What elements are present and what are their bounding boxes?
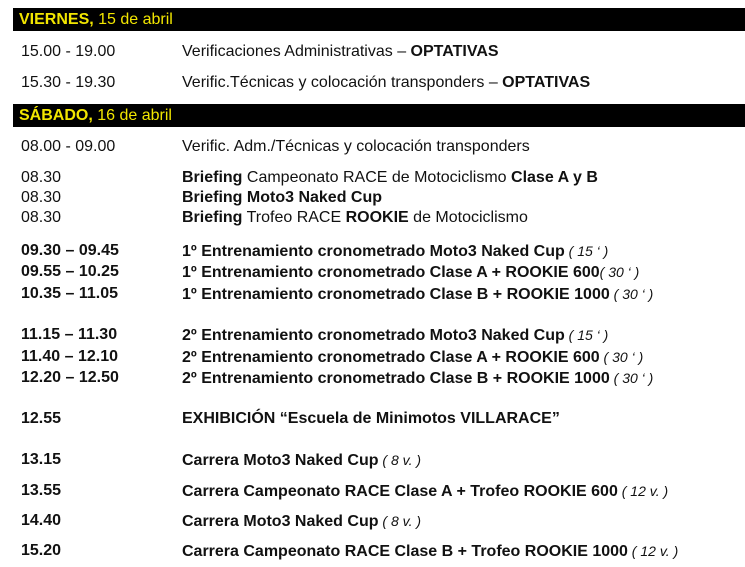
row-text: de Motociclismo [408,209,528,226]
row-bold: OPTATIVAS [410,43,499,60]
row-time: 10.35 – 11.05 [21,285,118,302]
row-time: 08.30 [21,169,62,186]
row-time: 13.15 [21,451,62,468]
row-duration: ( 15 ‘ ) [564,243,609,259]
row-desc [182,240,608,263]
row-desc: Briefing Moto3 Naked Cup [182,189,383,206]
row-desc [182,510,421,533]
row-duration: ( 30 ‘ ) [609,370,654,386]
row-time: 12.20 – 12.50 [21,369,119,386]
row-text: Campeonato RACE de Motociclismo [242,169,512,186]
row-bold: Briefing [182,209,243,226]
row-duration: ( 8 v. ) [378,452,422,468]
row-time: 08.30 [21,209,62,226]
friday-date: 15 de abril [98,11,173,28]
row-desc [182,72,590,94]
row-time: 15.30 - 19.30 [21,74,116,91]
row-text: Verific.Técnicas y colocación transponders – [182,74,503,91]
row-time: 08.30 [21,189,62,206]
row-desc [182,540,678,563]
row-time: 11.15 – 11.30 [21,326,118,343]
row-bold: OPTATIVAS [502,74,591,91]
row-desc: EXHIBICIÓN “Escuela de Minimotos VILLARACE” [182,410,560,427]
row-bold: 1º Entrenamiento cronometrado Clase A + ROOKIE 600 [182,264,600,281]
row-text: Trofeo RACE [242,209,346,226]
row-duration: ( 15 ‘ ) [564,327,609,343]
row-text: Verificaciones Administrativas – [182,43,411,60]
row-bold: Carrera Moto3 Naked Cup [182,513,379,530]
row-time: 09.30 – 09.45 [21,242,119,259]
row-bold: ROOKIE [345,209,409,226]
row-bold: Clase A y B [511,169,598,186]
row-desc [182,283,653,306]
row-bold: Carrera Campeonato RACE Clase A + Trofeo ROOKIE 600 [182,483,618,500]
row-duration: ( 12 v. ) [617,483,669,499]
row-desc [182,449,421,472]
row-desc [182,167,598,189]
row-time: 12.55 [21,410,62,427]
row-desc: Verific. Adm./Técnicas y colocación transponders [182,138,530,155]
row-desc [182,480,668,503]
row-duration: ( 12 v. ) [627,543,679,559]
row-time: 11.40 – 12.10 [21,348,118,365]
row-duration: ( 30 ‘ ) [609,286,654,302]
friday-day: VIERNES, [19,11,94,28]
row-bold: 2º Entrenamiento cronometrado Clase B + ROOKIE 1000 [182,370,610,387]
row-bold: 2º Entrenamiento cronometrado Moto3 Naked Cup [182,327,565,344]
saturday-day: SÁBADO, [19,107,93,124]
row-desc [182,261,639,284]
row-bold: Briefing [182,169,243,186]
row-time: 15.20 [21,542,62,559]
row-duration: ( 30 ‘ ) [599,264,640,280]
row-desc [182,346,643,369]
row-desc [182,324,608,347]
row-time: 08.00 - 09.00 [21,138,116,155]
saturday-date: 16 de abril [97,107,172,124]
row-time: 13.55 [21,482,62,499]
row-time: 09.55 – 10.25 [21,263,119,280]
row-desc [182,41,499,63]
row-time: 14.40 [21,512,62,529]
row-bold: Carrera Moto3 Naked Cup [182,452,379,469]
row-duration: ( 30 ‘ ) [599,349,644,365]
row-bold: 1º Entrenamiento cronometrado Clase B + ROOKIE 1000 [182,286,610,303]
row-desc [182,367,653,390]
row-bold: 1º Entrenamiento cronometrado Moto3 Naked Cup [182,243,565,260]
row-duration: ( 8 v. ) [378,513,422,529]
row-desc [182,207,528,229]
friday-header [13,8,745,31]
row-bold: 2º Entrenamiento cronometrado Clase A + ROOKIE 600 [182,349,600,366]
row-bold: Carrera Campeonato RACE Clase B + Trofeo ROOKIE 1000 [182,543,628,560]
saturday-header [13,104,745,127]
row-time: 15.00 - 19.00 [21,43,116,60]
